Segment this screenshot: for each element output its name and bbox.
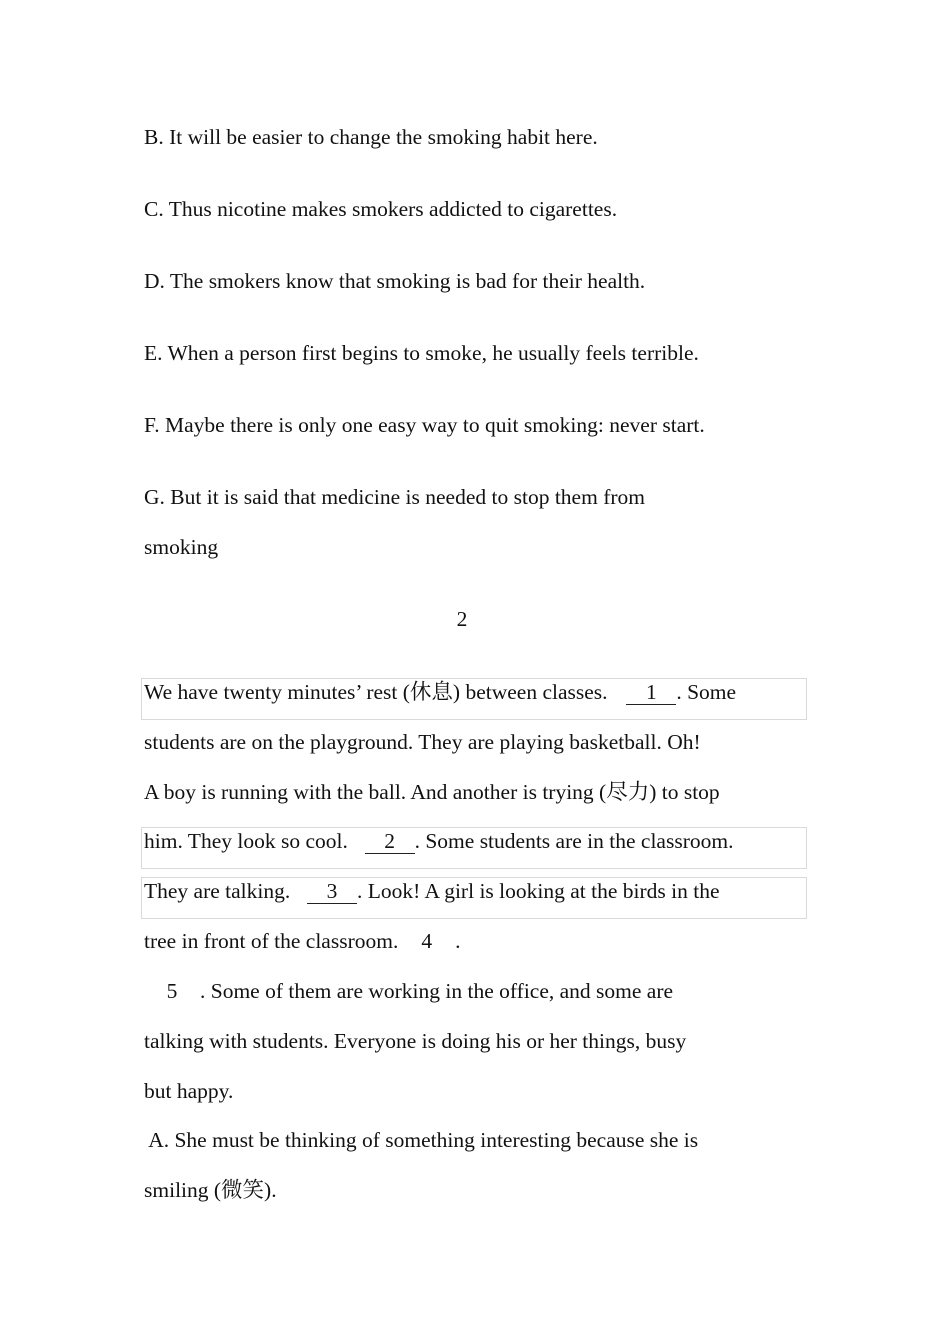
blank-4: 4 [421,929,433,953]
passage-text: . Look! A girl is looking at the birds in the [357,879,720,903]
option-g: G. But it is said that medicine is needed to stop them from [144,485,645,509]
passage-text: They are talking. [144,879,291,903]
option-b: B. It will be easier to change the smoking habit here. [144,125,598,149]
option-a-continued: smiling (微笑). [144,1178,277,1202]
passage-line-2: students are on the playground. They are playing basketball. Oh! [144,730,701,754]
passage-line-6 [144,927,460,955]
passage-line-9: but happy. [144,1079,234,1103]
option-g-continued: smoking [144,535,219,559]
passage-text: . Some students are in the classroom. [414,829,734,853]
option-c: C. Thus nicotine makes smokers addicted to cigarettes. [144,197,618,221]
passage-line-8: talking with students. Everyone is doing his or her things, busy [144,1029,687,1053]
passage-text: him. They look so cool. [144,829,348,853]
blank-3: 3 [307,879,357,904]
option-a: A. She must be thinking of something interesting because she is [144,1128,699,1152]
passage-text: We have twenty minutes’ rest (休息) between classes. [144,680,608,704]
passage-text: tree in front of the classroom. [144,929,399,953]
blank-2: 2 [365,829,415,854]
passage-line-5 [144,877,720,905]
passage-line-4 [144,827,733,855]
passage-line-7 [144,977,673,1005]
passage-text: . [455,929,461,953]
option-e: E. When a person first begins to smoke, he usually feels terrible. [144,341,699,365]
passage-text: . Some [676,680,737,704]
blank-1: 1 [626,680,676,705]
blank-5: 5 [166,979,178,1003]
passage-text: . Some of them are working in the office, and some are [200,979,674,1003]
passage-line-1 [144,678,736,706]
passage-line-3: A boy is running with the ball. And another is trying (尽力) to stop [144,780,720,804]
option-f: F. Maybe there is only one easy way to quit smoking: never start. [144,413,705,437]
section-number: 2 [456,607,468,631]
option-d: D. The smokers know that smoking is bad for their health. [144,269,646,293]
